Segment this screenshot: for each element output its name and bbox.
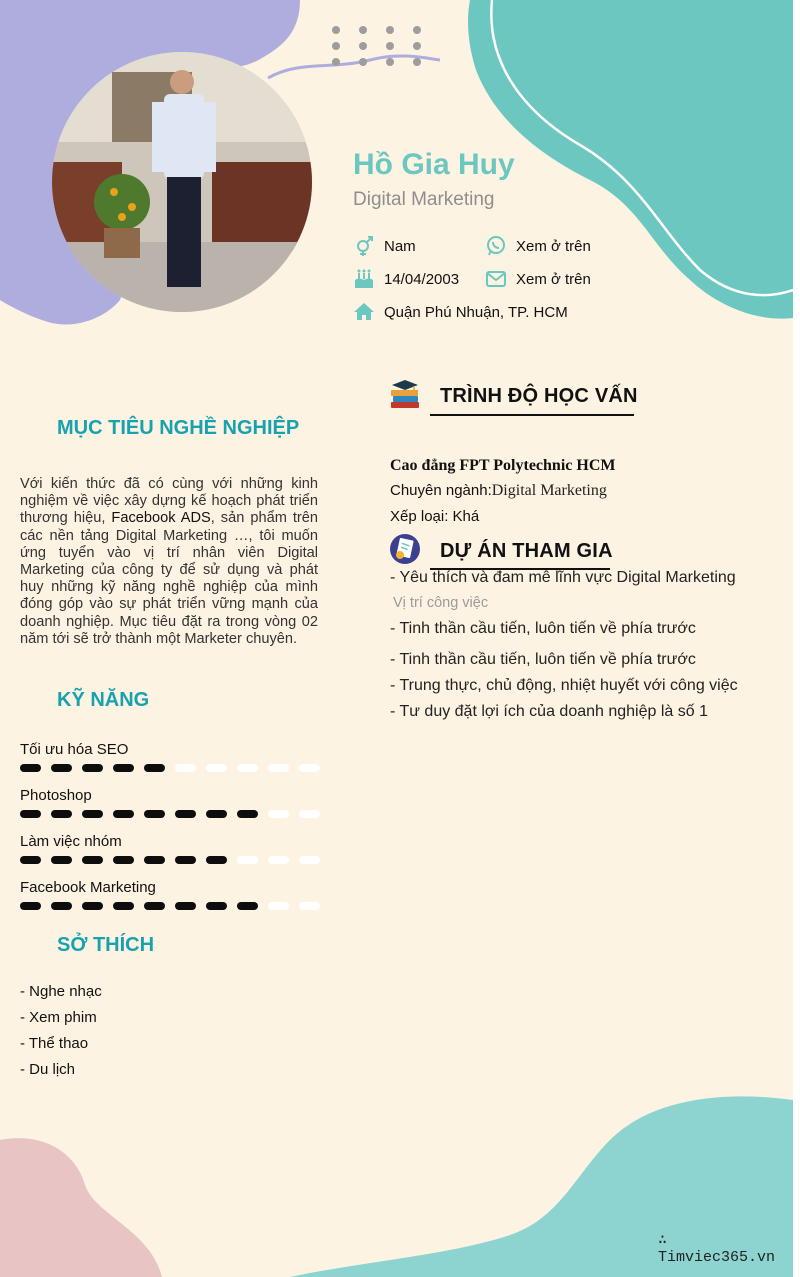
objective-heading: MỤC TIÊU NGHỀ NGHIỆP <box>57 417 300 439</box>
gender-icon <box>353 235 375 257</box>
education-major-label: Chuyên ngành: <box>390 482 492 499</box>
address-value: Quận Phú Nhuận, TP. HCM <box>384 303 568 321</box>
skill-name: Facebook Marketing <box>20 879 156 896</box>
skill-name: Làm việc nhóm <box>20 833 122 850</box>
phone-row <box>485 235 591 257</box>
skill-segment <box>175 856 196 864</box>
certificate-icon <box>389 533 421 565</box>
skill-segment <box>237 764 258 772</box>
education-heading-underline <box>430 414 634 416</box>
pink-blob <box>0 1138 162 1277</box>
email-value: Xem ở trên <box>516 270 591 288</box>
skill-segment <box>113 856 134 864</box>
project-line: - Tư duy đặt lợi ích của doanh nghiệp là số 1 <box>390 703 708 720</box>
email-row <box>485 268 591 290</box>
education-major-value: Digital Marketing <box>491 482 607 499</box>
skill-segment <box>237 902 258 910</box>
education-heading: TRÌNH ĐỘ HỌC VẤN <box>440 385 638 407</box>
candidate-title: Digital Marketing <box>353 189 495 210</box>
birthday-value: 14/04/2003 <box>384 270 460 288</box>
skill-segment <box>51 856 72 864</box>
skill-segment <box>175 810 196 818</box>
skill-segment <box>299 764 320 772</box>
skill-segment <box>113 764 134 772</box>
skill-segment <box>144 764 165 772</box>
skill-segment <box>20 856 41 864</box>
education-major <box>390 482 607 500</box>
skill-segment <box>175 902 196 910</box>
hobby-item: - Nghe nhạc <box>20 983 102 1000</box>
skill-segment <box>82 810 103 818</box>
hobby-item: - Xem phim <box>20 1009 97 1026</box>
skill-rating-bar <box>20 762 320 774</box>
skill-segment <box>268 902 289 910</box>
skill-rating-bar <box>20 854 320 866</box>
education-rank: Xếp loại: Khá <box>390 508 480 525</box>
skill-segment <box>144 902 165 910</box>
skill-segment <box>237 810 258 818</box>
birthday-row <box>353 268 459 290</box>
birthday-cake-icon <box>353 268 375 290</box>
skill-segment <box>82 902 103 910</box>
whatsapp-icon <box>485 235 507 257</box>
skill-segment <box>206 764 227 772</box>
skill-segment <box>51 764 72 772</box>
gender-row <box>353 235 416 257</box>
skill-name: Photoshop <box>20 787 92 804</box>
hobby-item: - Thể thao <box>20 1035 89 1052</box>
project-line: - Yêu thích và đam mê lĩnh vực Digital Marketing <box>390 569 736 586</box>
skill-segment <box>206 902 227 910</box>
skill-segment <box>51 902 72 910</box>
brand-watermark: ∴ Timviec365.vn <box>658 1232 776 1266</box>
gender-value: Nam <box>384 237 416 255</box>
skill-segment <box>268 764 289 772</box>
skill-name: Tối ưu hóa SEO <box>20 741 129 758</box>
skill-segment <box>299 810 320 818</box>
skill-segment <box>20 764 41 772</box>
skill-segment <box>51 810 72 818</box>
skill-segment <box>113 902 134 910</box>
project-line: - Trung thực, chủ động, nhiệt huyết với công việc <box>390 677 738 694</box>
objective-text-part-2: , sản phẩm trên các nền tảng Digital Marketing …, tôi muốn ứng tuyển vào vị trí nhân viên Digital Marketing của công ty để sử dụng và phát huy những kỹ năng nghề nghiệp của mình đóng góp vào sự phát triển vững mạnh của doanh nghiệp. Mục tiêu đặt ra trong vòng 02 năm tới sẽ trở thành một Marketer chuyên. <box>20 510 319 647</box>
home-icon <box>353 301 375 323</box>
skills-heading: KỸ NĂNG <box>57 689 150 711</box>
skill-segment <box>20 902 41 910</box>
envelope-icon <box>485 268 507 290</box>
skill-segment <box>237 856 258 864</box>
skill-segment <box>82 764 103 772</box>
education-school: Cao đẳng FPT Polytechnic HCM <box>390 457 616 474</box>
skill-segment <box>268 810 289 818</box>
hobby-item: - Du lịch <box>20 1061 76 1078</box>
skill-segment <box>299 902 320 910</box>
project-line: - Tinh thần cầu tiến, luôn tiến về phía trước <box>390 651 696 668</box>
skill-segment <box>113 810 134 818</box>
address-row <box>353 301 568 323</box>
skill-segment <box>299 856 320 864</box>
books-graduation-cap-icon <box>388 377 422 411</box>
hobbies-heading: SỞ THÍCH <box>57 934 155 956</box>
skill-segment <box>206 856 227 864</box>
skill-rating-bar <box>20 900 320 912</box>
dot-grid-decoration <box>332 26 428 70</box>
candidate-name: Hồ Gia Huy <box>353 148 515 181</box>
skill-segment <box>268 856 289 864</box>
skill-segment <box>206 810 227 818</box>
skill-segment <box>82 856 103 864</box>
profile-photo <box>52 52 312 312</box>
objective-text <box>20 476 318 648</box>
objective-text-part-1: Với kiến thức đã có cùng với những kinh nghiệm về việc xây dựng kế hoạch phát triển thương hiệu, <box>20 476 318 527</box>
skill-segment <box>20 810 41 818</box>
project-position-label: Vị trí công việc <box>393 595 489 611</box>
skill-segment <box>175 764 196 772</box>
skill-rating-bar <box>20 808 320 820</box>
projects-heading: DỰ ÁN THAM GIA <box>440 540 613 562</box>
skill-segment <box>144 810 165 818</box>
objective-highlight: Facebook ADS <box>111 510 211 527</box>
project-line: - Tinh thần cầu tiến, luôn tiến về phía trước <box>390 620 696 637</box>
skill-segment <box>144 856 165 864</box>
phone-value: Xem ở trên <box>516 237 591 255</box>
